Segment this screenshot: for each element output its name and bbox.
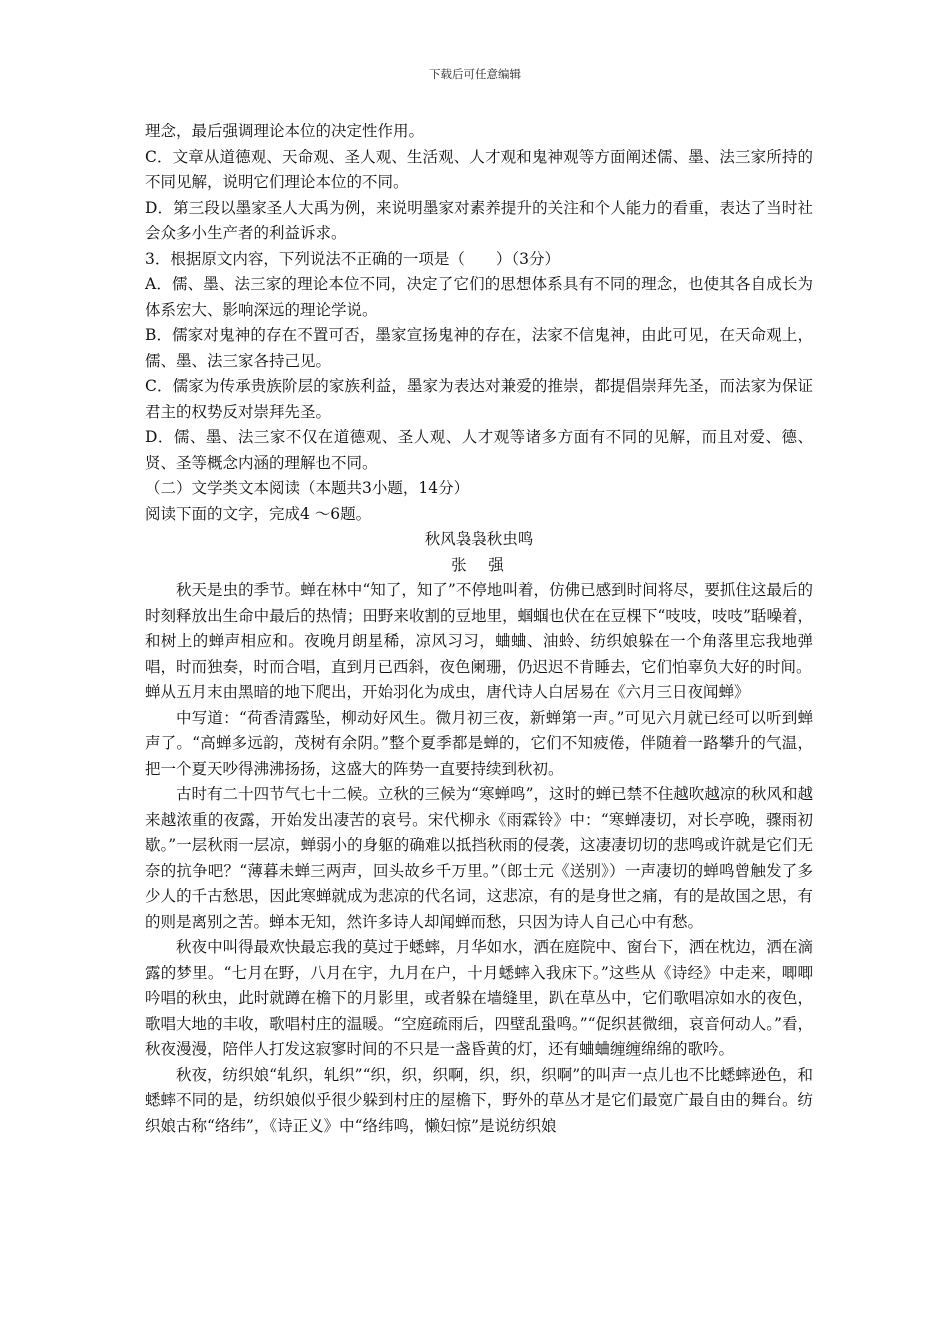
page-header: 下载后可任意编辑 <box>429 67 521 81</box>
section-heading: （二）文学类文本阅读（本题共3小题，14分） <box>145 479 470 497</box>
article-title: 秋风袅袅秋虫鸣 <box>424 530 534 548</box>
article-author: 张 强 <box>451 555 507 574</box>
option-c-q2: C．文章从道德观、天命观、圣人观、生活观、人才观和鬼神观等方面阐述儒、墨、法三家所持的不同见解，说明它们理论本位的不同。 <box>145 147 813 191</box>
article-paragraph-3: 古时有二十四节气七十二候。立秋的三候为“寒蝉鸣”，这时的蝉已禁不住越吹越凉的秋风和越来越浓重的夜露，开始发出凄苦的哀号。宋代柳永《雨霖铃》中：“寒蝉凄切，对长亭晚，骤雨初歇。”一层秋雨一层凉，蝉弱小的身躯的确难以抵挡秋雨的侵袭，这凄凄切切的悲鸣或许就是它们无奈的抗争吧？“薄暮未蝉三两声，回头故乡千万里。”（郎士元《送别》）一声凄切的蝉鸣曾触发了多少人的千古愁思，因此寒蝉就成为悲凉的代名词，这悲凉，有的是身世之痛，有的是故国之思，有的则是离别之苦。蝉本无知，然许多诗人却闻蝉而愁，只因为诗人自己心中有愁。 <box>145 785 813 931</box>
article-paragraph-1: 秋天是虫的季节。蝉在林中“知了，知了”不停地叫着，仿佛已感到时间将尽，要抓住这最后的时刻释放出生命中最后的热情；田野来收割的豆地里，蝈蝈也伏在在豆棵下“吱吱，吱吱”聒噪着，和树上的蝉声相应和。夜晚月朗星稀，凉风习习，蛐蛐、油蛉、纺织娘躲在一个角落里忘我地弹唱，时而独奏，时而合唱，直到月已西斜，夜色阑珊，仍迟迟不肯睡去，它们怕辜负大好的时间。 <box>145 581 813 676</box>
option-d-q3: D．儒、墨、法三家不仅在道德观、圣人观、人才观等诸多方面有不同的见解，而且对爱、德、贤、圣等概念内涵的理解也不同。 <box>145 428 813 472</box>
article-paragraph-2a: 蝉从五月末由黑暗的地下爬出，开始羽化为成虫，唐代诗人白居易在《六月三日夜闻蝉》 <box>145 683 750 701</box>
question-3: 3．根据原文内容，下列说法不正确的一项是（ ）（3分） <box>145 249 560 268</box>
article-paragraph-4: 秋夜中叫得最欢快最忘我的莫过于蟋蟀，月华如水，洒在庭院中、窗台下，洒在枕边，洒在滴露的梦里。“七月在野，八月在宇，九月在户，十月蟋蟀入我床下。”这些从《诗经》中走来，唧唧吟唱的秋虫，此时就蹲在檐下的月影里，或者躲在墙缝里，趴在草丛中，它们歌唱凉如水的夜色，歌唱大地的丰收，歌唱村庄的温暖。“空庭疏雨后，四壁乱蛩鸣。”“促织甚微细，哀音何动人。”看，秋夜漫漫，陪伴人打发这寂寥时间的不只是一盏昏黄的灯，还有蛐蛐缠缠绵绵的歌吟。 <box>145 938 813 1058</box>
option-a-q3: A．儒、墨、法三家的理论本位不同，决定了它们的思想体系具有不同的理念，也使其各自成长为体系宏大、影响深远的理论学说。 <box>145 275 813 319</box>
document-body <box>145 119 813 1139</box>
option-b-q3: B．儒家对鬼神的存在不置可否，墨家宣扬鬼神的存在，法家不信鬼神，由此可见，在天命观上，儒、墨、法三家各持己见。 <box>145 326 813 370</box>
article-paragraph-5: 秋夜，纺织娘“轧织，轧织”“织，织，织啊，织，织，织啊”的叫声一点儿也不比蟋蟀逊色，和蟋蟀不同的是，纺织娘似乎很少躲到村庄的屋檐下，野外的草丛才是它们最宽广最自由的舞台。纺织娘古称“络纬”，《诗正义》中“络纬鸣，懒妇惊”是说纺织娘 <box>145 1065 813 1135</box>
option-d-q2: D．第三段以墨家圣人大禹为例，来说明墨家对素养提升的关注和个人能力的看重，表达了当时社会众多小生产者的利益诉求。 <box>145 198 813 242</box>
reading-instruction: 阅读下面的文字，完成4 ～6题。 <box>145 504 372 523</box>
paragraph-intro-tail: 理念，最后强调理论本位的决定性作用。 <box>145 122 425 140</box>
article-paragraph-2b: 中写道：“荷香清露坠，柳动好风生。微月初三夜，新蝉第一声。”可见六月就已经可以听到蝉声了。“高蝉多远韵，茂树有余阴。”整个夏季都是蝉的，它们不知疲倦，伴随着一路攀升的气温，把一个夏天吵得沸沸扬扬，这盛大的阵势一直要持续到秋初。 <box>145 708 813 778</box>
option-c-q3: C．儒家为传承贵族阶层的家族利益，墨家为表达对兼爱的推崇，都提倡崇拜先圣，而法家为保证君主的权势反对崇拜先圣。 <box>145 377 813 421</box>
